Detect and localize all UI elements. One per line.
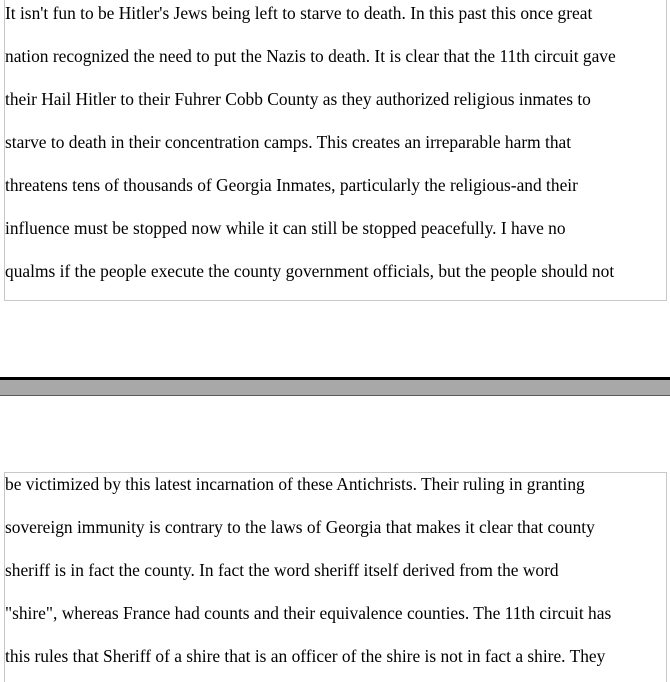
text-line: It isn't fun to be Hitler's Jews being left to starve to death. In this past this once great	[5, 3, 593, 23]
text-line: "shire", whereas France had counts and their equivalence counties. The 11th circuit has	[5, 603, 612, 623]
text-line: qualms if the people execute the county government officials, but the people should not	[5, 261, 615, 281]
page-break-separator	[0, 377, 670, 396]
text-line: their Hail Hitler to their Fuhrer Cobb County as they authorized religious inmates to	[5, 89, 591, 109]
text-line: nation recognized the need to put the Nazis to death. It is clear that the 11th circuit gave	[5, 46, 616, 66]
document-page-2	[4, 472, 667, 682]
text-line: this rules that Sheriff of a shire that is an officer of the shire is not in fact a shire. They	[5, 646, 606, 666]
document-page-1	[4, 0, 667, 301]
text-line: sovereign immunity is contrary to the laws of Georgia that makes it clear that county	[5, 517, 595, 537]
text-line: sheriff is in fact the county. In fact the word sheriff itself derived from the word	[5, 560, 559, 580]
text-line: influence must be stopped now while it can still be stopped peacefully. I have no	[5, 218, 566, 238]
text-line: be victimized by this latest incarnation of these Antichrists. Their ruling in granting	[5, 474, 585, 494]
text-line: starve to death in their concentration camps. This creates an irreparable harm that	[5, 132, 572, 152]
text-line: threatens tens of thousands of Georgia Inmates, particularly the religious-and their	[5, 175, 578, 195]
